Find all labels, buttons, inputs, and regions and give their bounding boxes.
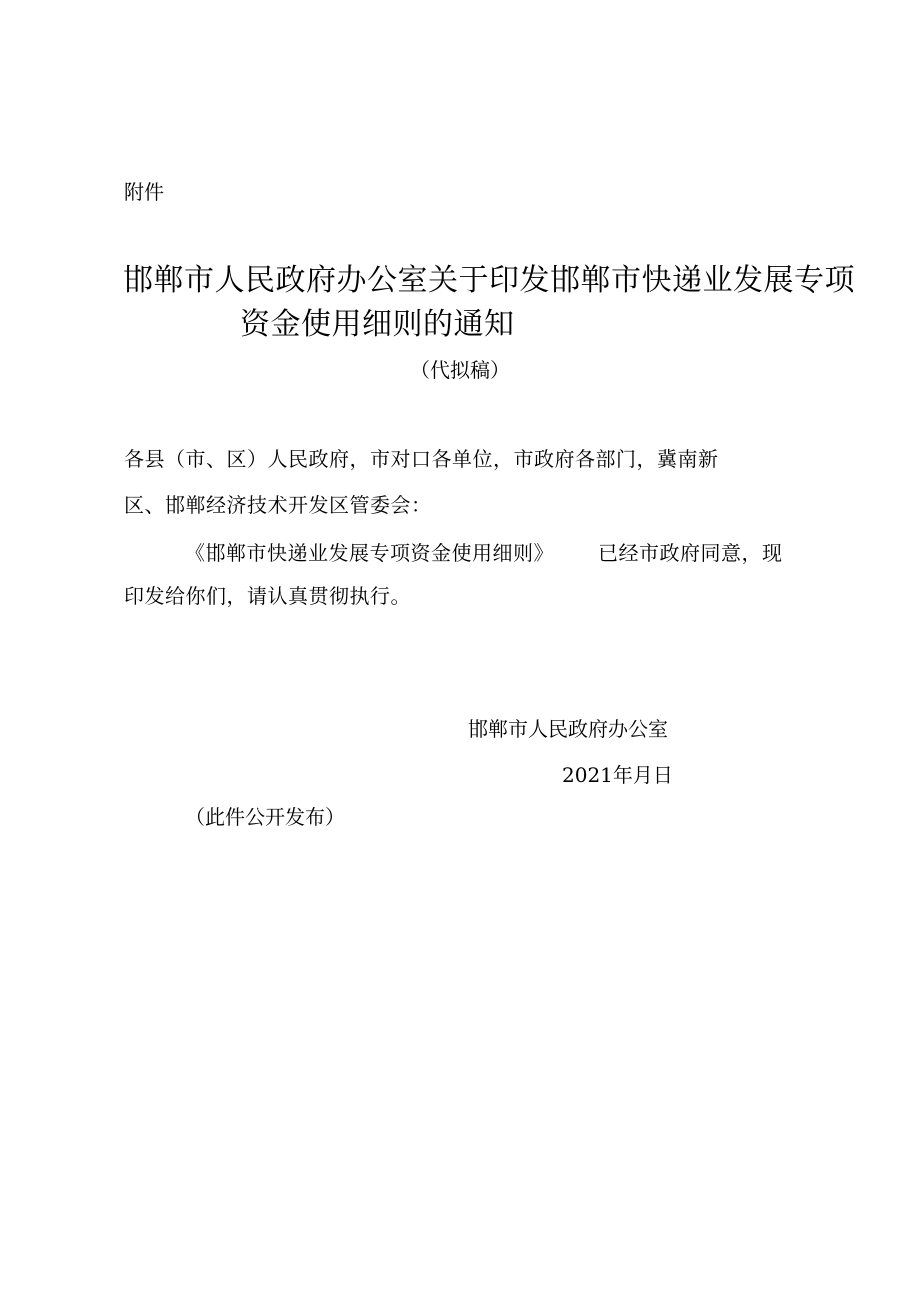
- attachment-label: 附件: [124, 180, 164, 204]
- issuing-office-signature: 邯郸市人民政府办公室: [468, 717, 668, 741]
- body-paragraph-line-1-right: 已经市政府同意，现: [598, 541, 783, 565]
- draft-note: （代拟稿）: [410, 358, 510, 382]
- document-title-line-2: 资金使用细则的通知: [240, 307, 515, 342]
- salutation-line-2: 区、邯郸经济技术开发区管委会：: [124, 493, 432, 517]
- release-note: （此件公开发布）: [185, 805, 345, 829]
- body-paragraph-line-1-left: 《邯郸市快递业发展专项资金使用细则》: [185, 541, 554, 565]
- salutation-line-1: 各县（市、区）人民政府，市对口各单位，市政府各部门，冀南新: [124, 447, 719, 471]
- document-title-line-1: 邯郸市人民政府办公室关于印发邯郸市快递业发展专项: [123, 263, 855, 298]
- body-paragraph-line-2: 印发给你们，请认真贯彻执行。: [124, 584, 411, 608]
- document-date: 2021年月日: [562, 763, 673, 787]
